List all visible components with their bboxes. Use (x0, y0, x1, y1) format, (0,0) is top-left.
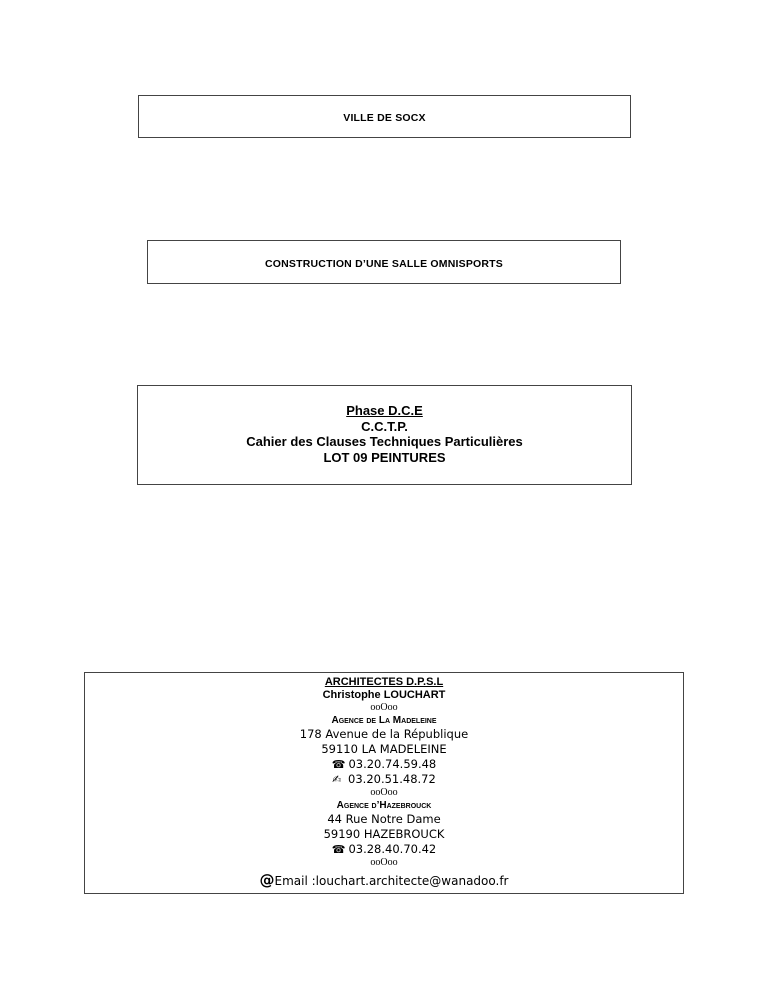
document-code: C.C.T.P. (361, 418, 408, 434)
email-address: Email :louchart.architecte@wanadoo.fr (274, 874, 509, 888)
agency-madeleine-fax: 03.20.51.48.72 (348, 772, 436, 786)
agency-madeleine-name: Agence de La Madeleine (331, 715, 437, 726)
agency-madeleine-fax-line (85, 772, 683, 787)
at-icon: @ (259, 871, 275, 889)
city-name: VILLE DE SOCX (343, 112, 426, 124)
agency-hazebrouck-city: 59190 HAZEBROUCK (323, 827, 445, 841)
agency-madeleine-phone-line (85, 757, 683, 772)
agency-hazebrouck-phone-line (85, 842, 683, 857)
separator: ooOoo (370, 702, 398, 713)
separator: ooOoo (370, 857, 398, 868)
agency-madeleine-street: 178 Avenue de la République (299, 727, 469, 741)
telephone-icon: ☎ (331, 758, 346, 771)
separator: ooOoo (370, 787, 398, 798)
contact-box (84, 672, 684, 894)
telephone-icon: ☎ (331, 843, 346, 856)
agency-hazebrouck-street: 44 Rue Notre Dame (327, 812, 441, 826)
agency-madeleine-phone: 03.20.74.59.48 (348, 757, 437, 771)
fax-icon: ✍ (332, 773, 342, 786)
project-box (147, 240, 621, 284)
agency-madeleine-city: 59110 LA MADELEINE (321, 742, 447, 756)
firm-name: ARCHITECTES D.P.S.L (324, 676, 444, 688)
agency-hazebrouck-phone: 03.28.40.70.42 (348, 842, 437, 856)
architect-name: Christophe LOUCHART (322, 689, 446, 701)
city-box (138, 95, 631, 138)
phase-label: Phase D.C.E (346, 403, 423, 418)
lot-label: LOT 09 PEINTURES (323, 449, 446, 465)
project-title: CONSTRUCTION D’UNE SALLE OMNISPORTS (264, 258, 503, 270)
document-title-box (137, 385, 632, 485)
document-full-title: Cahier des Clauses Techniques Particulières (246, 434, 523, 449)
agency-hazebrouck-name: Agence d’Hazebrouck (336, 800, 432, 811)
email-line (85, 871, 683, 890)
